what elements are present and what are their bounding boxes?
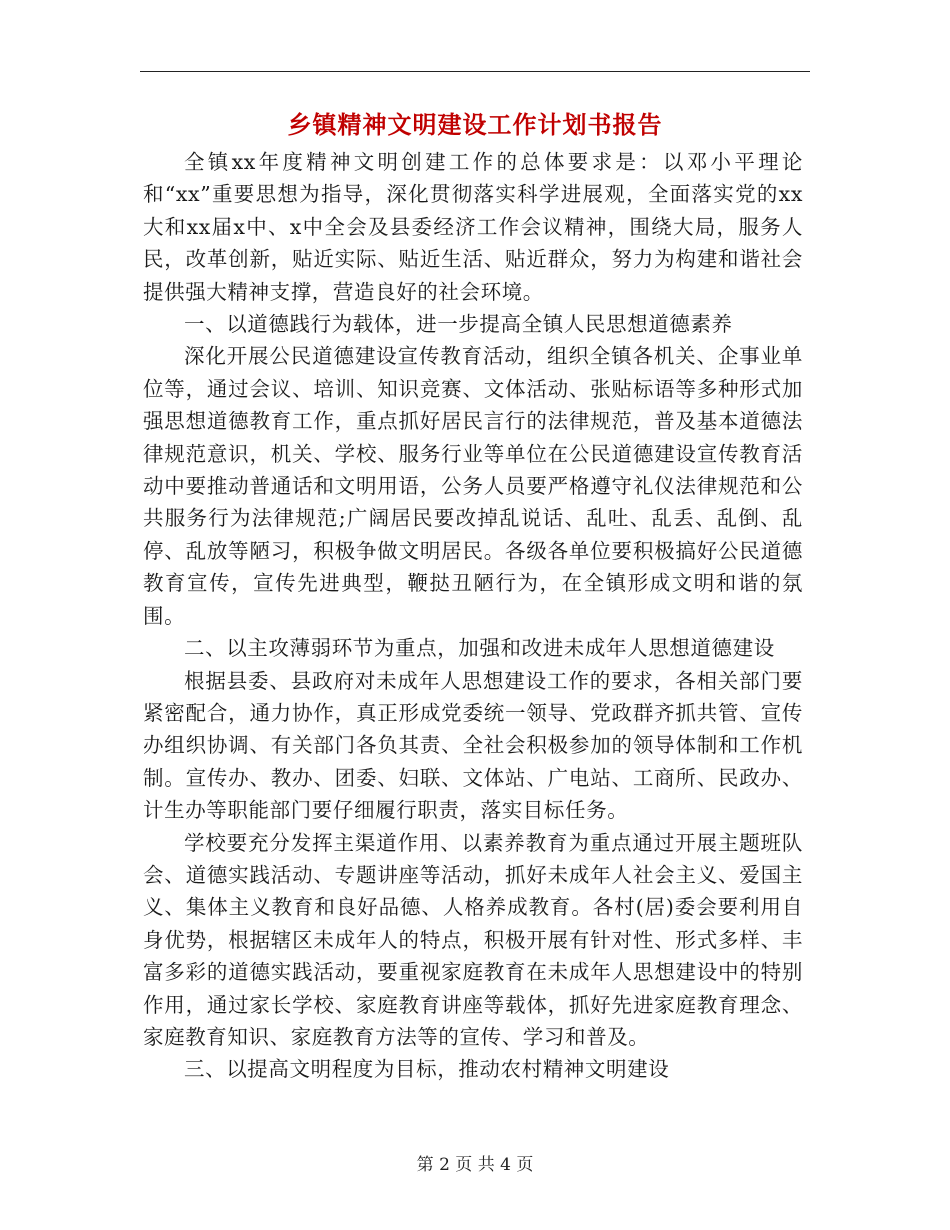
header-rule <box>140 71 810 72</box>
paragraph-section-2a: 根据县委、县政府对未成年人思想建设工作的要求，各相关部门要紧密配合，通力协作，真正形成党委统一领导、党政群齐抓共管、宣传办组织协调、有关部门各负其责、全社会积极参加的领导体制和工作机制。宣传办、教办、团委、妇联、文体站、广电站、工商所、民政办、计生办等职能部门要仔细履行职责，落实目标任务。 <box>143 668 803 823</box>
document-body <box>143 146 803 1086</box>
paragraph-section-2b: 学校要充分发挥主渠道作用、以素养教育为重点通过开展主题班队会、道德实践活动、专题讲座等活动，抓好未成年人社会主义、爱国主义、集体主义教育和良好品德、人格养成教育。各村(居)委会要利用自身优势，根据辖区未成年人的特点，积极开展有针对性、形式多样、丰富多彩的道德实践活动，要重视家庭教育在未成年人思想建设中的特别作用，通过家长学校、家庭教育讲座等载体，抓好先进家庭教育理念、家庭教育知识、家庭教育方法等的宣传、学习和普及。 <box>143 830 803 1049</box>
section-heading-2: 二、以主攻薄弱环节为重点，加强和改进未成年人思想道德建设 <box>184 636 775 661</box>
paragraph-section-1: 深化开展公民道德建设宣传教育活动，组织全镇各机关、企事业单位等，通过会议、培训、知识竞赛、文体活动、张贴标语等多种形式加强思想道德教育工作，重点抓好居民言行的法律规范，普及基本道德法律规范意识，机关、学校、服务行业等单位在公民道德建设宣传教育活动中要推动普通话和文明用语，公务人员要严格遵守礼仪法律规范和公共服务行为法律规范;广阔居民要改掉乱说话、乱吐、乱丢、乱倒、乱停、乱放等陋习，积极争做文明居民。各级各单位要积极搞好公民道德教育宣传，宣传先进典型，鞭挞丑陋行为，在全镇形成文明和谐的氛围。 <box>143 344 803 628</box>
paragraph-intro: 全镇xx年度精神文明创建工作的总体要求是：以邓小平理论和“xx”重要思想为指导，深化贯彻落实科学进展观，全面落实党的xx大和xx届x中、x中全会及县委经济工作会议精神，围绕大局，服务人民，改革创新，贴近实际、贴近生活、贴近群众，努力为构建和谐社会提供强大精神支撑，营造良好的社会环境。 <box>143 150 803 304</box>
page-footer: 第 2 页 共 4 页 <box>416 1155 534 1175</box>
section-heading-1: 一、以道德践行为载体，进一步提高全镇人民思想道德素养 <box>184 312 733 337</box>
document-title: 乡镇精神文明建设工作计划书报告 <box>287 110 663 139</box>
section-heading-3: 三、以提高文明程度为目标，推动农村精神文明建设 <box>184 1057 670 1082</box>
